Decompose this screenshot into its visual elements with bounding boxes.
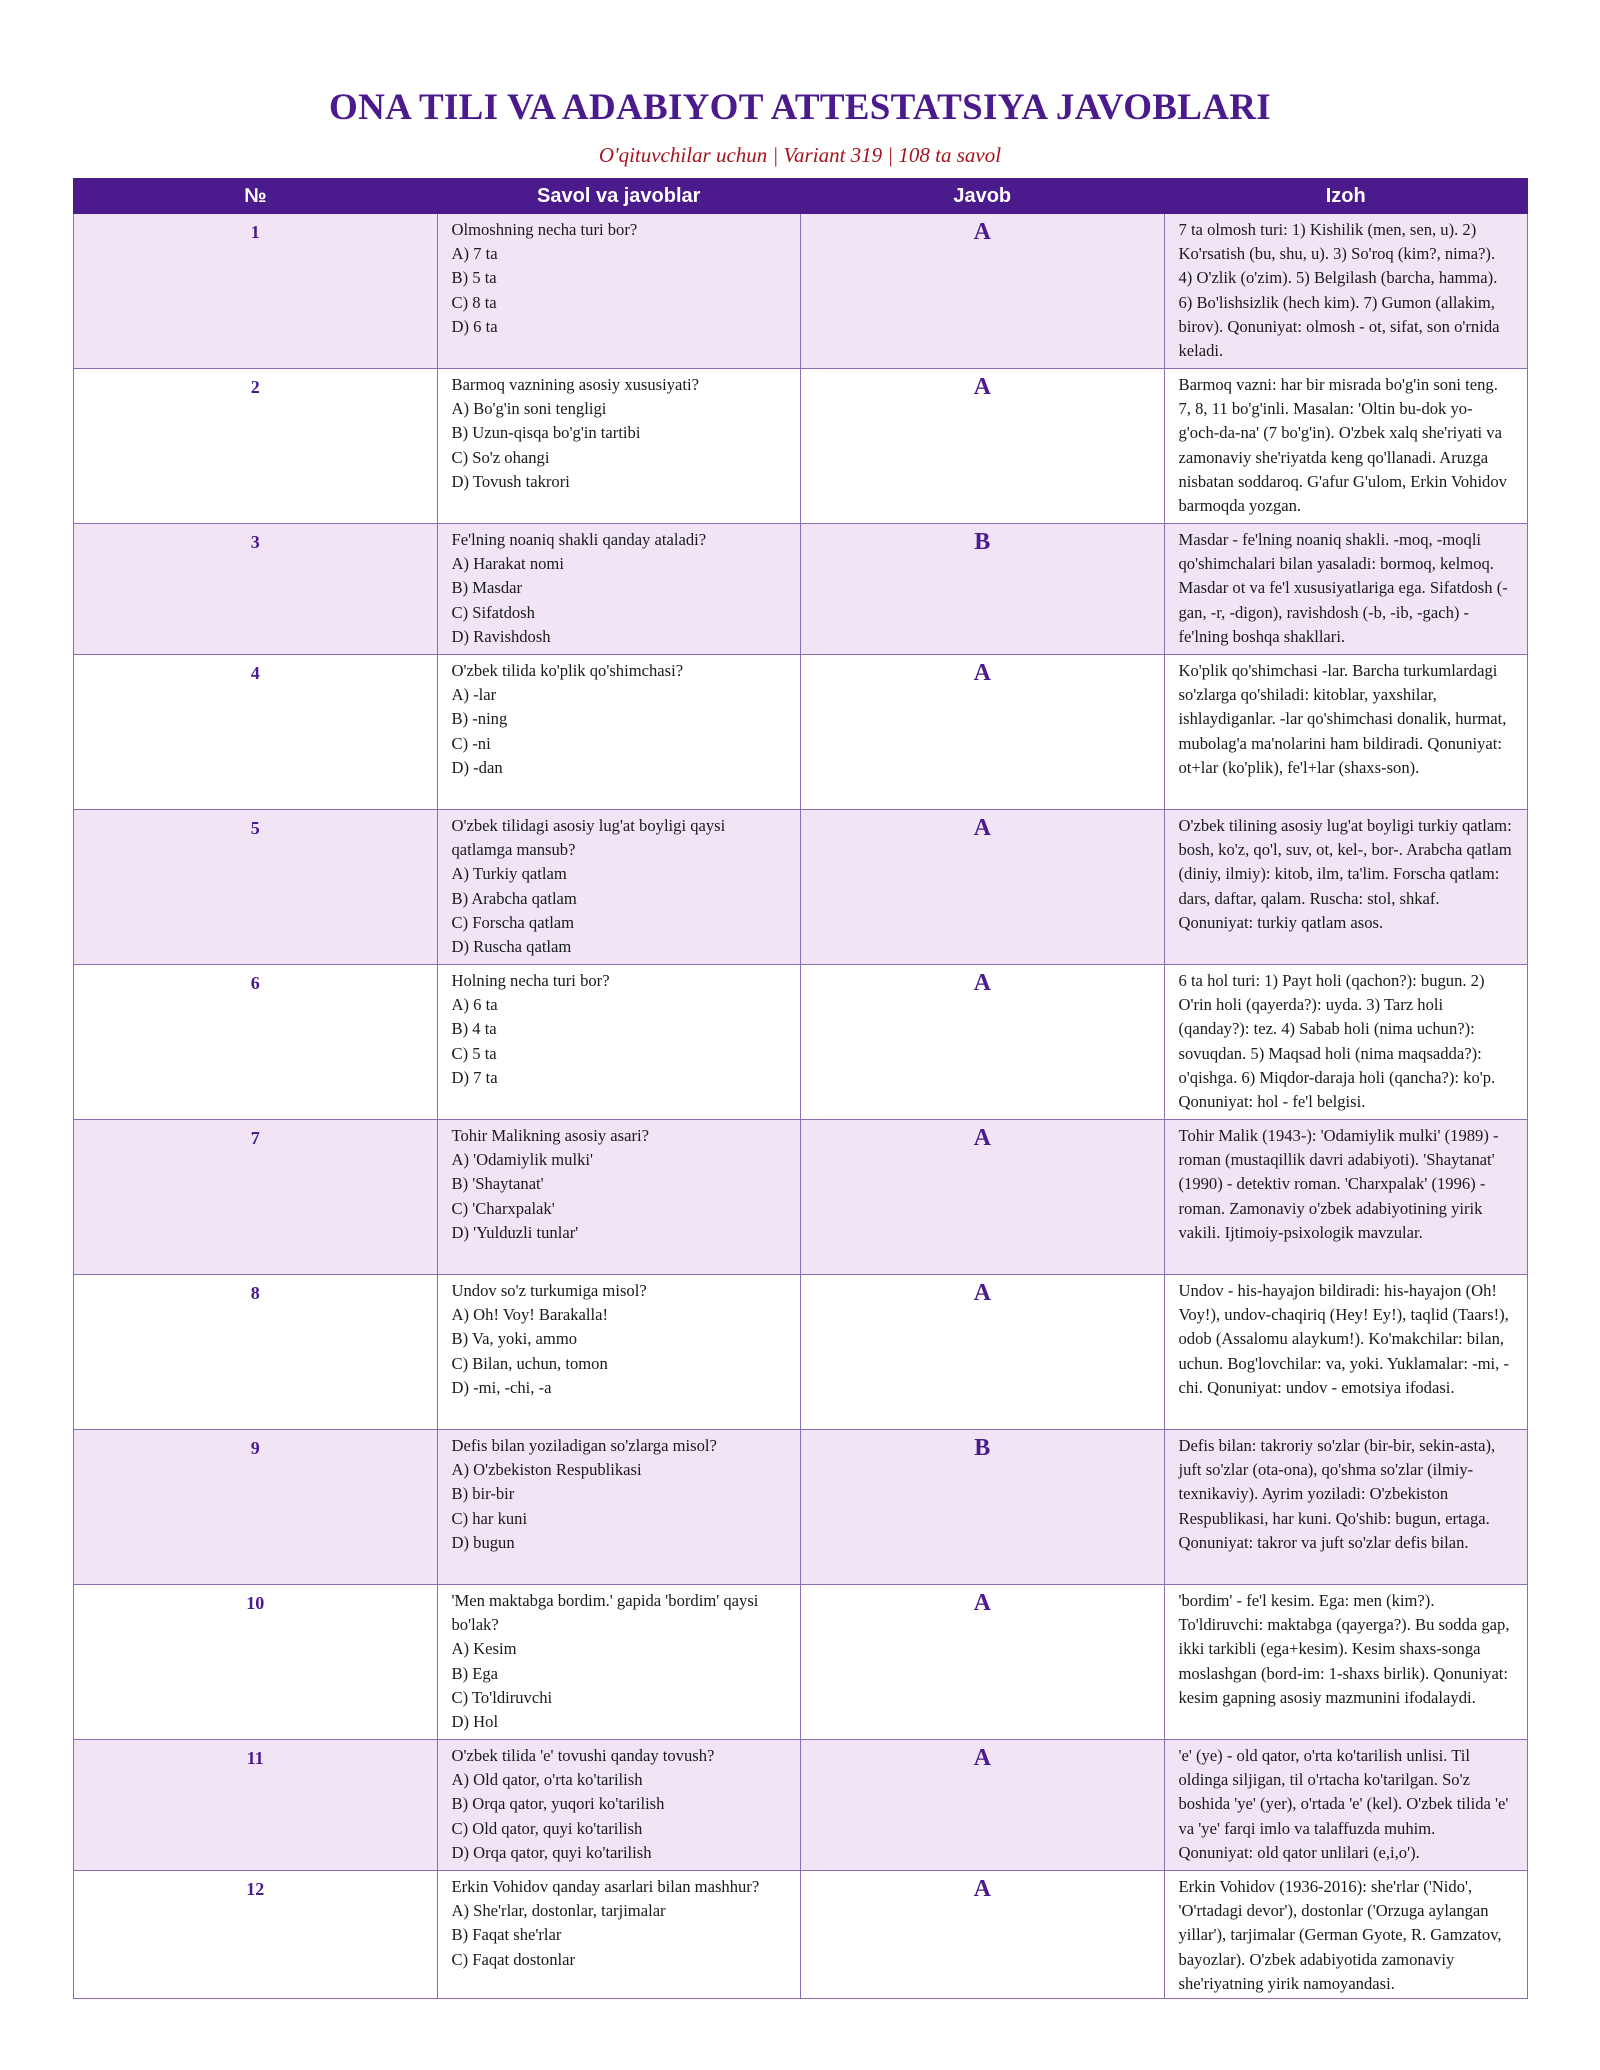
table-row <box>74 1871 1528 1999</box>
question-text: Erkin Vohidov qanday asarlari bilan mashhur? <box>451 1877 760 1896</box>
explanation-note: O'zbek tilining asosiy lug'at boyligi turkiy qatlam: bosh, ko'z, qo'l, suv, ot, kel-, bor-. Arabcha qatlam (diniy, ilmiy): kitob, ilm, ta'lim. Forscha qatlam: dars, daftar, qalam. Ruscha: stol, shkaf. Qonuniyat: turkiy qatlam asos. <box>1164 810 1528 965</box>
header-note: Izoh <box>1164 179 1528 214</box>
question-number: 1 <box>74 214 438 369</box>
question-text: Holning necha turi bor? <box>451 971 610 990</box>
explanation-note: 'bordim' - fe'l kesim. Ega: men (kim?). To'ldiruvchi: maktabga (qayerga?). Bu sodda gap, ikki tarkibli (ega+kesim). Kesim shaxs-songa moslashgan (bord-im: 1-shaxs birlik). Qonuniyat: kesim gapning asosiy mazmunini ifodalaydi. <box>1164 1585 1528 1740</box>
answer-option: B) Faqat she'rlar <box>451 1925 562 1945</box>
table-row <box>74 369 1528 524</box>
question-number: 4 <box>74 655 438 810</box>
answer-option: D) 'Yulduzli tunlar' <box>451 1222 579 1242</box>
question-cell <box>437 965 801 1120</box>
question-text: O'zbek tilidagi asosiy lug'at boyligi qaysi qatlamga mansub? <box>451 816 726 860</box>
page-subtitle: O'qituvchilar uchun | Variant 319 | 108 ta savol <box>598 143 1002 167</box>
answer-option: D) 7 ta <box>451 1067 498 1087</box>
answer-option: A) 'Odamiylik mulki' <box>451 1150 593 1170</box>
question-number: 8 <box>74 1275 438 1430</box>
answer-option: A) Harakat nomi <box>451 554 564 574</box>
page-title: ONA TILI VA ADABIYOT ATTESTATSIYA JAVOBLARI <box>328 87 1271 128</box>
question-text: Fe'lning noaniq shakli qanday ataladi? <box>451 530 707 549</box>
explanation-note: Ko'plik qo'shimchasi -lar. Barcha turkumlardagi so'zlarga qo'shiladi: kitoblar, yaxshilar, ishlaydiganlar. -lar qo'shimchasi donalik, hurmat, mubolag'a ma'nolarini ham bildiradi. Qonuniyat: ot+lar (ko'plik), fe'l+lar (shaxs-son). <box>1164 655 1528 810</box>
answer-option: A) Turkiy qatlam <box>451 864 567 884</box>
answer-option: A) She'rlar, dostonlar, tarjimalar <box>451 1901 666 1921</box>
table-row <box>74 524 1528 655</box>
correct-answer: A <box>801 1871 1165 1999</box>
correct-answer: A <box>801 810 1165 965</box>
correct-answer: A <box>801 655 1165 810</box>
correct-answer: A <box>801 1275 1165 1430</box>
answer-option: C) To'ldiruvchi <box>451 1687 553 1707</box>
question-cell <box>437 1120 801 1275</box>
explanation-note: Masdar - fe'lning noaniq shakli. -moq, -moqli qo'shimchalari bilan yasaladi: bormoq, kelmoq. Masdar ot va fe'l xususiyatlariga ega. Sifatdosh (-gan, -r, -digon), ravishdosh (-b, -ib, -gach) - fe'lning boshqa shakllari. <box>1164 524 1528 655</box>
answer-option: B) Va, yoki, ammo <box>451 1329 578 1349</box>
answer-option: D) Ruscha qatlam <box>451 937 572 957</box>
table-row <box>74 965 1528 1120</box>
answer-option: C) Bilan, uchun, tomon <box>451 1353 608 1373</box>
question-number: 6 <box>74 965 438 1120</box>
table-row <box>74 1120 1528 1275</box>
question-number: 12 <box>74 1871 438 1999</box>
answer-option: C) Sifatdosh <box>451 602 535 622</box>
table-row <box>74 1740 1528 1871</box>
answer-option: D) Orqa qator, quyi ko'tarilish <box>451 1842 652 1862</box>
answer-option: D) Hol <box>451 1712 499 1732</box>
question-cell <box>437 1740 801 1871</box>
explanation-note: Tohir Malik (1943-): 'Odamiylik mulki' (1989) - roman (mustaqillik davri adabiyoti). 'Shaytanat' (1990) - detektiv roman. 'Charxpalak' (1996) - roman. Zamonaviy o'zbek adabiyotining yirik vakili. Ijtimoiy-psixologik mavzular. <box>1164 1120 1528 1275</box>
answer-option: D) -mi, -chi, -a <box>451 1377 552 1397</box>
correct-answer: A <box>801 369 1165 524</box>
answer-option: B) Orqa qator, yuqori ko'tarilish <box>451 1794 665 1814</box>
answer-option: A) Oh! Voy! Barakalla! <box>451 1305 609 1325</box>
header-question: Savol va javoblar <box>437 179 801 214</box>
question-text: O'zbek tilida 'e' tovushi qanday tovush? <box>451 1746 715 1765</box>
answer-option: D) Tovush takrori <box>451 471 570 491</box>
question-text: O'zbek tilida ko'plik qo'shimchasi? <box>451 661 684 680</box>
table-row <box>74 214 1528 369</box>
answer-option: A) 6 ta <box>451 995 498 1015</box>
explanation-note: Barmoq vazni: har bir misrada bo'g'in soni teng. 7, 8, 11 bo'g'inli. Masalan: 'Oltin bu-dok yo-g'och-da-na' (7 bo'g'in). O'zbek xalq she'riyati va zamonaviy she'riyatda keng qo'llanadi. Aruzga nisbatan soddaroq. G'afur G'ulom, Erkin Vohidov barmoqda yozgan. <box>1164 369 1528 524</box>
table-row <box>74 810 1528 965</box>
header-number: № <box>74 179 438 214</box>
answer-option: A) 7 ta <box>451 244 498 264</box>
question-number: 10 <box>74 1585 438 1740</box>
answer-option: B) 'Shaytanat' <box>451 1174 544 1194</box>
answer-option: C) 'Charxpalak' <box>451 1198 555 1218</box>
question-number: 2 <box>74 369 438 524</box>
correct-answer: A <box>801 965 1165 1120</box>
question-cell <box>437 1585 801 1740</box>
answer-option: C) har kuni <box>451 1508 528 1528</box>
answer-option: B) bir-bir <box>451 1484 515 1504</box>
question-text: Undov so'z turkumiga misol? <box>451 1281 647 1300</box>
table-row <box>74 655 1528 810</box>
question-cell <box>437 655 801 810</box>
question-number: 5 <box>74 810 438 965</box>
answer-option: A) Bo'g'in soni tengligi <box>451 399 607 419</box>
answer-option: B) 4 ta <box>451 1019 497 1039</box>
answer-option: A) Kesim <box>451 1639 517 1659</box>
answer-option: D) Ravishdosh <box>451 626 551 646</box>
question-cell <box>437 810 801 965</box>
question-number: 9 <box>74 1430 438 1585</box>
table-row <box>74 1585 1528 1740</box>
question-number: 3 <box>74 524 438 655</box>
question-cell <box>437 1275 801 1430</box>
answer-option: B) Arabcha qatlam <box>451 888 577 908</box>
answer-option: A) O'zbekiston Respublikasi <box>451 1460 642 1480</box>
answer-option: C) So'z ohangi <box>451 447 550 467</box>
question-number: 7 <box>74 1120 438 1275</box>
explanation-note: 'e' (ye) - old qator, o'rta ko'tarilish unlisi. Til oldinga siljigan, til o'rtacha ko'tarilgan. So'z boshida 'ye' (yer), o'rtada 'e' (kel). O'zbek tilida 'e' va 'ye' farqi imlo va talaffuzda muhim. Qonuniyat: old qator unlilari (e,i,o'). <box>1164 1740 1528 1871</box>
answer-option: D) bugun <box>451 1532 515 1552</box>
answer-option: C) Old qator, quyi ko'tarilish <box>451 1818 643 1838</box>
question-cell <box>437 214 801 369</box>
answer-option: C) -ni <box>451 733 491 753</box>
answer-option: C) Forscha qatlam <box>451 912 575 932</box>
question-cell <box>437 369 801 524</box>
question-text: Olmoshning necha turi bor? <box>451 220 638 239</box>
correct-answer: A <box>801 1120 1165 1275</box>
question-cell <box>437 1871 801 1999</box>
explanation-note: Erkin Vohidov (1936-2016): she'rlar ('Nido', 'O'rtadagi devor'), dostonlar ('Orzuga aylangan yillar'), tarjimalar (German Gyote, R. Gamzatov, bayozlar). O'zbek adabiyotida zamonaviy she'riyatning yirik namoyandasi. <box>1164 1871 1528 1999</box>
answer-option: A) -lar <box>451 685 497 705</box>
question-number: 11 <box>74 1740 438 1871</box>
question-text: Barmoq vaznining asosiy xususiyati? <box>451 375 699 394</box>
question-text: Tohir Malikning asosiy asari? <box>451 1126 649 1145</box>
question-cell <box>437 524 801 655</box>
answer-option: D) -dan <box>451 757 503 777</box>
explanation-note: 7 ta olmosh turi: 1) Kishilik (men, sen, u). 2) Ko'rsatish (bu, shu, u). 3) So'roq (kim?, nima?). 4) O'zlik (o'zim). 5) Belgilash (barcha, hamma). 6) Bo'lishsizlik (hech kim). 7) Gumon (allakim, birov). Qonuniyat: olmosh - ot, sifat, son o'rnida keladi. <box>1164 214 1528 369</box>
correct-answer: A <box>801 1740 1165 1871</box>
table-header-row <box>74 179 1528 214</box>
correct-answer: A <box>801 214 1165 369</box>
answer-option: C) 8 ta <box>451 292 497 312</box>
question-text: Defis bilan yoziladigan so'zlarga misol? <box>451 1436 717 1455</box>
correct-answer: A <box>801 1585 1165 1740</box>
question-text: 'Men maktabga bordim.' gapida 'bordim' qaysi bo'lak? <box>451 1591 759 1635</box>
correct-answer: B <box>801 1430 1165 1585</box>
explanation-note: Defis bilan: takroriy so'zlar (bir-bir, sekin-asta), juft so'zlar (ota-ona), qo'shma so'zlar (ilmiy-texnikaviy). Ayrim yoziladi: O'zbekiston Respublikasi, har kuni. Qo'shib: bugun, ertaga. Qonuniyat: takror va juft so'zlar defis bilan. <box>1164 1430 1528 1585</box>
question-cell <box>437 1430 801 1585</box>
answer-option: C) Faqat dostonlar <box>451 1949 576 1969</box>
answer-option: B) Uzun-qisqa bo'g'in tartibi <box>451 423 641 443</box>
answer-option: D) 6 ta <box>451 316 498 336</box>
answer-option: C) 5 ta <box>451 1043 497 1063</box>
answer-option: B) -ning <box>451 709 508 729</box>
correct-answer: B <box>801 524 1165 655</box>
answer-option: A) Old qator, o'rta ko'tarilish <box>451 1770 643 1790</box>
answer-option: B) Masdar <box>451 578 523 598</box>
header-answer: Javob <box>801 179 1165 214</box>
answers-table <box>73 178 1528 1999</box>
table-row <box>74 1275 1528 1430</box>
explanation-note: Undov - his-hayajon bildiradi: his-hayajon (Oh! Voy!), undov-chaqiriq (Hey! Ey!), taqlid (Taars!), odob (Assalomu alaykum!). Ko'makchilar: bilan, uchun. Bog'lovchilar: va, yoki. Yuklamalar: -mi, -chi. Qonuniyat: undov - emotsiya ifodasi. <box>1164 1275 1528 1430</box>
table-row <box>74 1430 1528 1585</box>
explanation-note: 6 ta hol turi: 1) Payt holi (qachon?): bugun. 2) O'rin holi (qayerda?): uyda. 3) Tarz holi (qanday?): tez. 4) Sabab holi (nima uchun?): sovuqdan. 5) Maqsad holi (nima maqsadda?): o'qishga. 6) Miqdor-daraja holi (qancha?): ko'p. Qonuniyat: hol - fe'l belgisi. <box>1164 965 1528 1120</box>
answer-option: B) Ega <box>451 1663 499 1683</box>
answer-option: B) 5 ta <box>451 268 497 288</box>
